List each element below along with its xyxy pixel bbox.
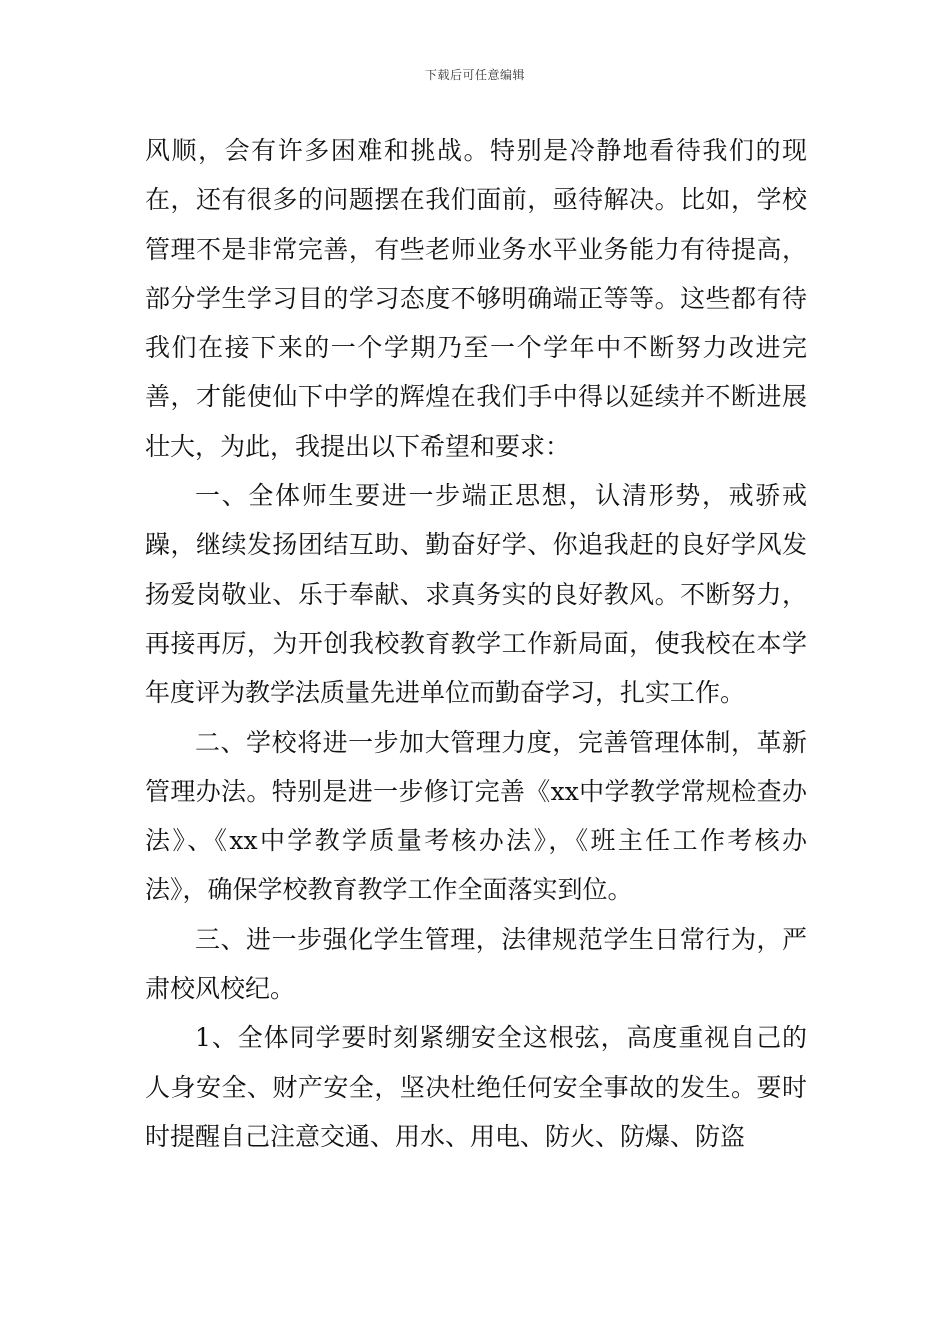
paragraph-point-two: 二、学校将进一步加大管理力度，完善管理体制，革新管理办法。特别是进一步修订完善《xx中学教学常规检查办法》、《xx中学教学质量考核办法》，《班主任工作考核办法》，确保学校教育教学工作全面落实到位。 xyxy=(145,727,807,905)
paragraph-point-one: 一、全体师生要进一步端正思想，认清形势，戒骄戒躁，继续发扬团结互助、勤奋好学、你追我赶的良好学风发扬爱岗敬业、乐于奉献、求真务实的良好教风。不断努力，再接再厉，为开创我校教育教学工作新局面，使我校在本学年度评为教学法质量先进单位而勤奋学习，扎实工作。 xyxy=(145,481,807,708)
page-header: 下载后可任意编辑 xyxy=(424,68,525,82)
paragraph-subpoint-one: 1、全体同学要时刻紧绷安全这根弦，高度重视自己的人身安全、财产安全，坚决杜绝任何安全事故的发生。要时时提醒自己注意交通、用水、用电、防火、防爆、防盗 xyxy=(145,1023,807,1151)
document-body xyxy=(145,126,807,1161)
paragraph-point-three: 三、进一步强化学生管理，法律规范学生日常行为，严肃校风校纪。 xyxy=(145,924,807,1004)
paragraph-continuation: 风顺，会有许多困难和挑战。特别是冷静地看待我们的现在，还有很多的问题摆在我们面前，亟待解决。比如，学校管理不是非常完善，有些老师业务水平业务能力有待提高，部分学生学习目的学习态度不够明确端正等等。这些都有待我们在接下来的一个学期乃至一个学年中不断努力改进完善，才能使仙下中学的辉煌在我们手中得以延续并不断进展壮大，为此，我提出以下希望和要求： xyxy=(145,136,807,461)
